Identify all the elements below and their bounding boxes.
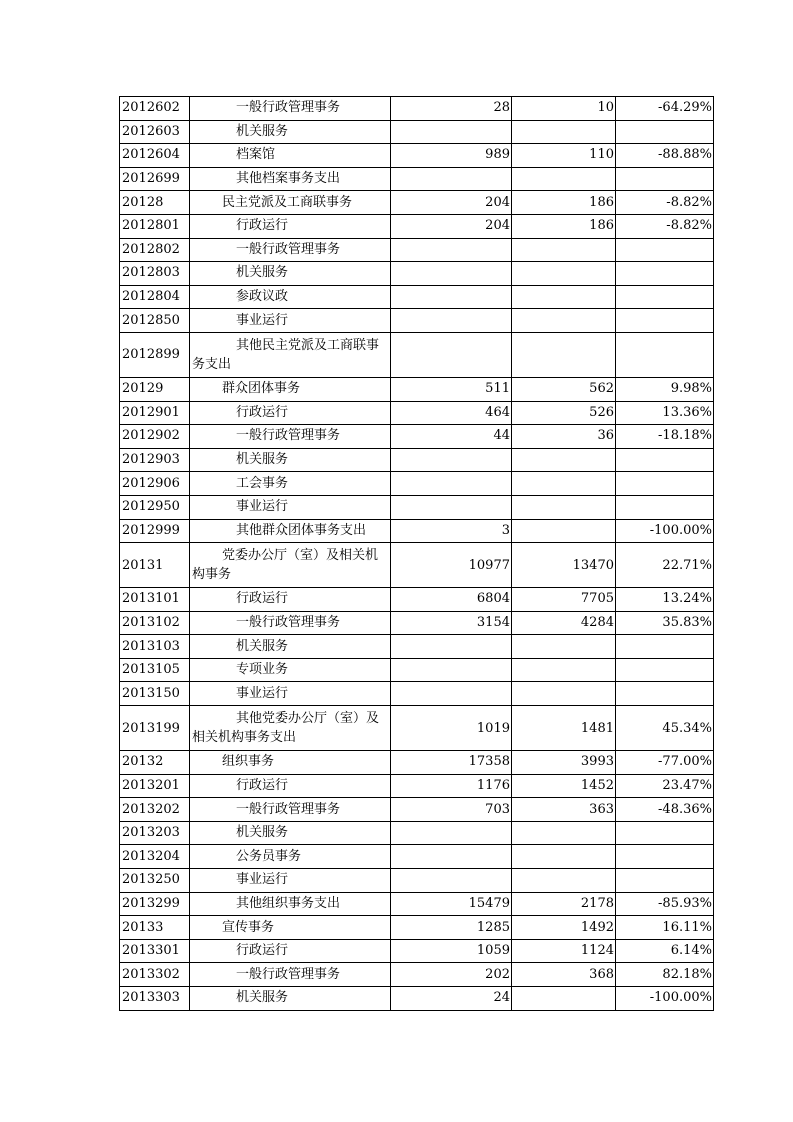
value-cell-2: 110	[512, 144, 616, 168]
percent-change-cell	[616, 869, 714, 893]
value-cell-2: 1452	[512, 774, 616, 798]
value-cell-2	[512, 120, 616, 144]
code-cell: 2012803	[120, 262, 190, 286]
value-cell-1: 1059	[391, 939, 512, 963]
name-cell: 机关服务	[190, 120, 391, 144]
code-cell: 2013102	[120, 611, 190, 635]
value-cell-1: 10977	[391, 543, 512, 588]
percent-change-cell	[616, 448, 714, 472]
name-cell: 事业运行	[190, 309, 391, 333]
name-cell: 机关服务	[190, 821, 391, 845]
table-row	[120, 658, 714, 682]
value-cell-1: 15479	[391, 892, 512, 916]
code-cell: 2012899	[120, 332, 190, 377]
value-cell-2	[512, 682, 616, 706]
code-cell: 2013150	[120, 682, 190, 706]
code-cell: 2012999	[120, 519, 190, 543]
percent-change-cell: 23.47%	[616, 774, 714, 798]
value-cell-2: 3993	[512, 751, 616, 775]
code-cell: 2012801	[120, 214, 190, 238]
value-cell-2: 4284	[512, 611, 616, 635]
code-cell: 2013299	[120, 892, 190, 916]
code-cell: 2012802	[120, 238, 190, 262]
value-cell-2: 7705	[512, 588, 616, 612]
value-cell-1	[391, 167, 512, 191]
percent-change-cell: -88.88%	[616, 144, 714, 168]
value-cell-2	[512, 472, 616, 496]
percent-change-cell	[616, 285, 714, 309]
table-row	[120, 238, 714, 262]
name-cell: 档案馆	[190, 144, 391, 168]
value-cell-2: 368	[512, 963, 616, 987]
value-cell-1: 204	[391, 214, 512, 238]
percent-change-cell: -8.82%	[616, 214, 714, 238]
value-cell-1: 1285	[391, 916, 512, 940]
table-row	[120, 963, 714, 987]
value-cell-2: 363	[512, 798, 616, 822]
name-cell: 机关服务	[190, 987, 391, 1011]
code-cell: 2013204	[120, 845, 190, 869]
value-cell-2	[512, 658, 616, 682]
table-row	[120, 332, 714, 377]
code-cell: 2013202	[120, 798, 190, 822]
value-cell-2	[512, 285, 616, 309]
value-cell-2	[512, 448, 616, 472]
value-cell-2: 562	[512, 377, 616, 401]
table-row	[120, 751, 714, 775]
percent-change-cell: 13.24%	[616, 588, 714, 612]
percent-change-cell	[616, 845, 714, 869]
value-cell-1: 24	[391, 987, 512, 1011]
percent-change-cell: 22.71%	[616, 543, 714, 588]
value-cell-1	[391, 682, 512, 706]
value-cell-2	[512, 262, 616, 286]
table-row	[120, 635, 714, 659]
table-row	[120, 519, 714, 543]
table-row	[120, 939, 714, 963]
code-cell: 20133	[120, 916, 190, 940]
percent-change-cell: 9.98%	[616, 377, 714, 401]
name-cell: 党委办公厅（室）及相关机构事务	[190, 543, 391, 588]
name-cell: 一般行政管理事务	[190, 798, 391, 822]
value-cell-1	[391, 495, 512, 519]
percent-change-cell: 45.34%	[616, 706, 714, 751]
table-row	[120, 682, 714, 706]
percent-change-cell	[616, 120, 714, 144]
value-cell-2	[512, 821, 616, 845]
name-cell: 其他组织事务支出	[190, 892, 391, 916]
percent-change-cell	[616, 309, 714, 333]
code-cell: 2013203	[120, 821, 190, 845]
code-cell: 2012850	[120, 309, 190, 333]
table-row	[120, 285, 714, 309]
name-cell: 行政运行	[190, 214, 391, 238]
code-cell: 20131	[120, 543, 190, 588]
table-row	[120, 425, 714, 449]
name-cell: 一般行政管理事务	[190, 611, 391, 635]
name-cell: 行政运行	[190, 774, 391, 798]
value-cell-1	[391, 472, 512, 496]
value-cell-1	[391, 845, 512, 869]
percent-change-cell	[616, 472, 714, 496]
percent-change-cell	[616, 682, 714, 706]
table-row	[120, 916, 714, 940]
value-cell-1	[391, 238, 512, 262]
table-row	[120, 706, 714, 751]
value-cell-2: 1124	[512, 939, 616, 963]
value-cell-1	[391, 635, 512, 659]
value-cell-1: 28	[391, 97, 512, 121]
name-cell: 公务员事务	[190, 845, 391, 869]
name-cell: 其他群众团体事务支出	[190, 519, 391, 543]
percent-change-cell	[616, 332, 714, 377]
table-row	[120, 798, 714, 822]
code-cell: 2013201	[120, 774, 190, 798]
name-cell: 行政运行	[190, 401, 391, 425]
value-cell-2: 36	[512, 425, 616, 449]
code-cell: 2012604	[120, 144, 190, 168]
value-cell-2: 13470	[512, 543, 616, 588]
table-row	[120, 97, 714, 121]
table-row	[120, 401, 714, 425]
percent-change-cell: 16.11%	[616, 916, 714, 940]
value-cell-2: 186	[512, 214, 616, 238]
value-cell-1	[391, 821, 512, 845]
percent-change-cell	[616, 262, 714, 286]
code-cell: 2012903	[120, 448, 190, 472]
value-cell-2: 10	[512, 97, 616, 121]
value-cell-1: 3154	[391, 611, 512, 635]
name-cell: 机关服务	[190, 635, 391, 659]
code-cell: 2012602	[120, 97, 190, 121]
value-cell-1: 44	[391, 425, 512, 449]
value-cell-1: 204	[391, 191, 512, 215]
table-row	[120, 869, 714, 893]
table-row	[120, 774, 714, 798]
code-cell: 2013301	[120, 939, 190, 963]
value-cell-2	[512, 309, 616, 333]
percent-change-cell	[616, 658, 714, 682]
value-cell-1: 3	[391, 519, 512, 543]
name-cell: 一般行政管理事务	[190, 238, 391, 262]
name-cell: 其他党委办公厅（室）及相关机构事务支出	[190, 706, 391, 751]
name-cell: 行政运行	[190, 939, 391, 963]
code-cell: 2012699	[120, 167, 190, 191]
percent-change-cell: -8.82%	[616, 191, 714, 215]
table-row	[120, 214, 714, 238]
value-cell-1: 1176	[391, 774, 512, 798]
code-cell: 2012603	[120, 120, 190, 144]
percent-change-cell: 13.36%	[616, 401, 714, 425]
percent-change-cell	[616, 635, 714, 659]
value-cell-1	[391, 120, 512, 144]
code-cell: 2012906	[120, 472, 190, 496]
value-cell-2	[512, 869, 616, 893]
name-cell: 其他档案事务支出	[190, 167, 391, 191]
percent-change-cell: -48.36%	[616, 798, 714, 822]
name-cell: 行政运行	[190, 588, 391, 612]
name-cell: 一般行政管理事务	[190, 963, 391, 987]
value-cell-1: 703	[391, 798, 512, 822]
value-cell-1	[391, 285, 512, 309]
code-cell: 20129	[120, 377, 190, 401]
value-cell-1: 202	[391, 963, 512, 987]
value-cell-1	[391, 658, 512, 682]
value-cell-2: 1492	[512, 916, 616, 940]
value-cell-1	[391, 332, 512, 377]
table-row	[120, 167, 714, 191]
code-cell: 20132	[120, 751, 190, 775]
name-cell: 事业运行	[190, 495, 391, 519]
code-cell: 2012950	[120, 495, 190, 519]
value-cell-1: 1019	[391, 706, 512, 751]
percent-change-cell	[616, 821, 714, 845]
name-cell: 事业运行	[190, 682, 391, 706]
value-cell-1: 511	[391, 377, 512, 401]
name-cell: 专项业务	[190, 658, 391, 682]
budget-table-body	[120, 97, 714, 1011]
percent-change-cell	[616, 167, 714, 191]
percent-change-cell: 35.83%	[616, 611, 714, 635]
name-cell: 一般行政管理事务	[190, 97, 391, 121]
budget-table	[119, 96, 714, 1011]
code-cell: 2013250	[120, 869, 190, 893]
name-cell: 其他民主党派及工商联事务支出	[190, 332, 391, 377]
value-cell-2: 526	[512, 401, 616, 425]
percent-change-cell	[616, 238, 714, 262]
table-row	[120, 120, 714, 144]
table-row	[120, 611, 714, 635]
value-cell-2: 186	[512, 191, 616, 215]
name-cell: 群众团体事务	[190, 377, 391, 401]
code-cell: 2012804	[120, 285, 190, 309]
table-row	[120, 448, 714, 472]
table-row	[120, 309, 714, 333]
percent-change-cell: -85.93%	[616, 892, 714, 916]
value-cell-1: 989	[391, 144, 512, 168]
percent-change-cell: -18.18%	[616, 425, 714, 449]
table-row	[120, 472, 714, 496]
value-cell-1: 464	[391, 401, 512, 425]
table-row	[120, 495, 714, 519]
name-cell: 一般行政管理事务	[190, 425, 391, 449]
percent-change-cell: -77.00%	[616, 751, 714, 775]
name-cell: 宣传事务	[190, 916, 391, 940]
table-row	[120, 892, 714, 916]
value-cell-1	[391, 869, 512, 893]
code-cell: 2012902	[120, 425, 190, 449]
percent-change-cell: -100.00%	[616, 987, 714, 1011]
name-cell: 组织事务	[190, 751, 391, 775]
value-cell-2	[512, 635, 616, 659]
name-cell: 机关服务	[190, 448, 391, 472]
value-cell-1	[391, 448, 512, 472]
value-cell-1: 17358	[391, 751, 512, 775]
table-row	[120, 262, 714, 286]
percent-change-cell: 82.18%	[616, 963, 714, 987]
value-cell-2	[512, 332, 616, 377]
code-cell: 2013103	[120, 635, 190, 659]
name-cell: 民主党派及工商联事务	[190, 191, 391, 215]
value-cell-1	[391, 262, 512, 286]
table-row	[120, 191, 714, 215]
table-row	[120, 144, 714, 168]
table-row	[120, 821, 714, 845]
percent-change-cell: 6.14%	[616, 939, 714, 963]
table-row	[120, 987, 714, 1011]
name-cell: 参政议政	[190, 285, 391, 309]
value-cell-2	[512, 495, 616, 519]
value-cell-2	[512, 167, 616, 191]
percent-change-cell	[616, 495, 714, 519]
table-row	[120, 543, 714, 588]
value-cell-2: 1481	[512, 706, 616, 751]
code-cell: 2013303	[120, 987, 190, 1011]
table-row	[120, 588, 714, 612]
name-cell: 工会事务	[190, 472, 391, 496]
table-row	[120, 377, 714, 401]
value-cell-2: 2178	[512, 892, 616, 916]
table-row	[120, 845, 714, 869]
code-cell: 20128	[120, 191, 190, 215]
value-cell-2	[512, 238, 616, 262]
name-cell: 事业运行	[190, 869, 391, 893]
name-cell: 机关服务	[190, 262, 391, 286]
code-cell: 2012901	[120, 401, 190, 425]
code-cell: 2013302	[120, 963, 190, 987]
value-cell-1	[391, 309, 512, 333]
value-cell-2	[512, 519, 616, 543]
value-cell-2	[512, 987, 616, 1011]
value-cell-1: 6804	[391, 588, 512, 612]
code-cell: 2013105	[120, 658, 190, 682]
code-cell: 2013199	[120, 706, 190, 751]
value-cell-2	[512, 845, 616, 869]
percent-change-cell: -64.29%	[616, 97, 714, 121]
code-cell: 2013101	[120, 588, 190, 612]
percent-change-cell: -100.00%	[616, 519, 714, 543]
